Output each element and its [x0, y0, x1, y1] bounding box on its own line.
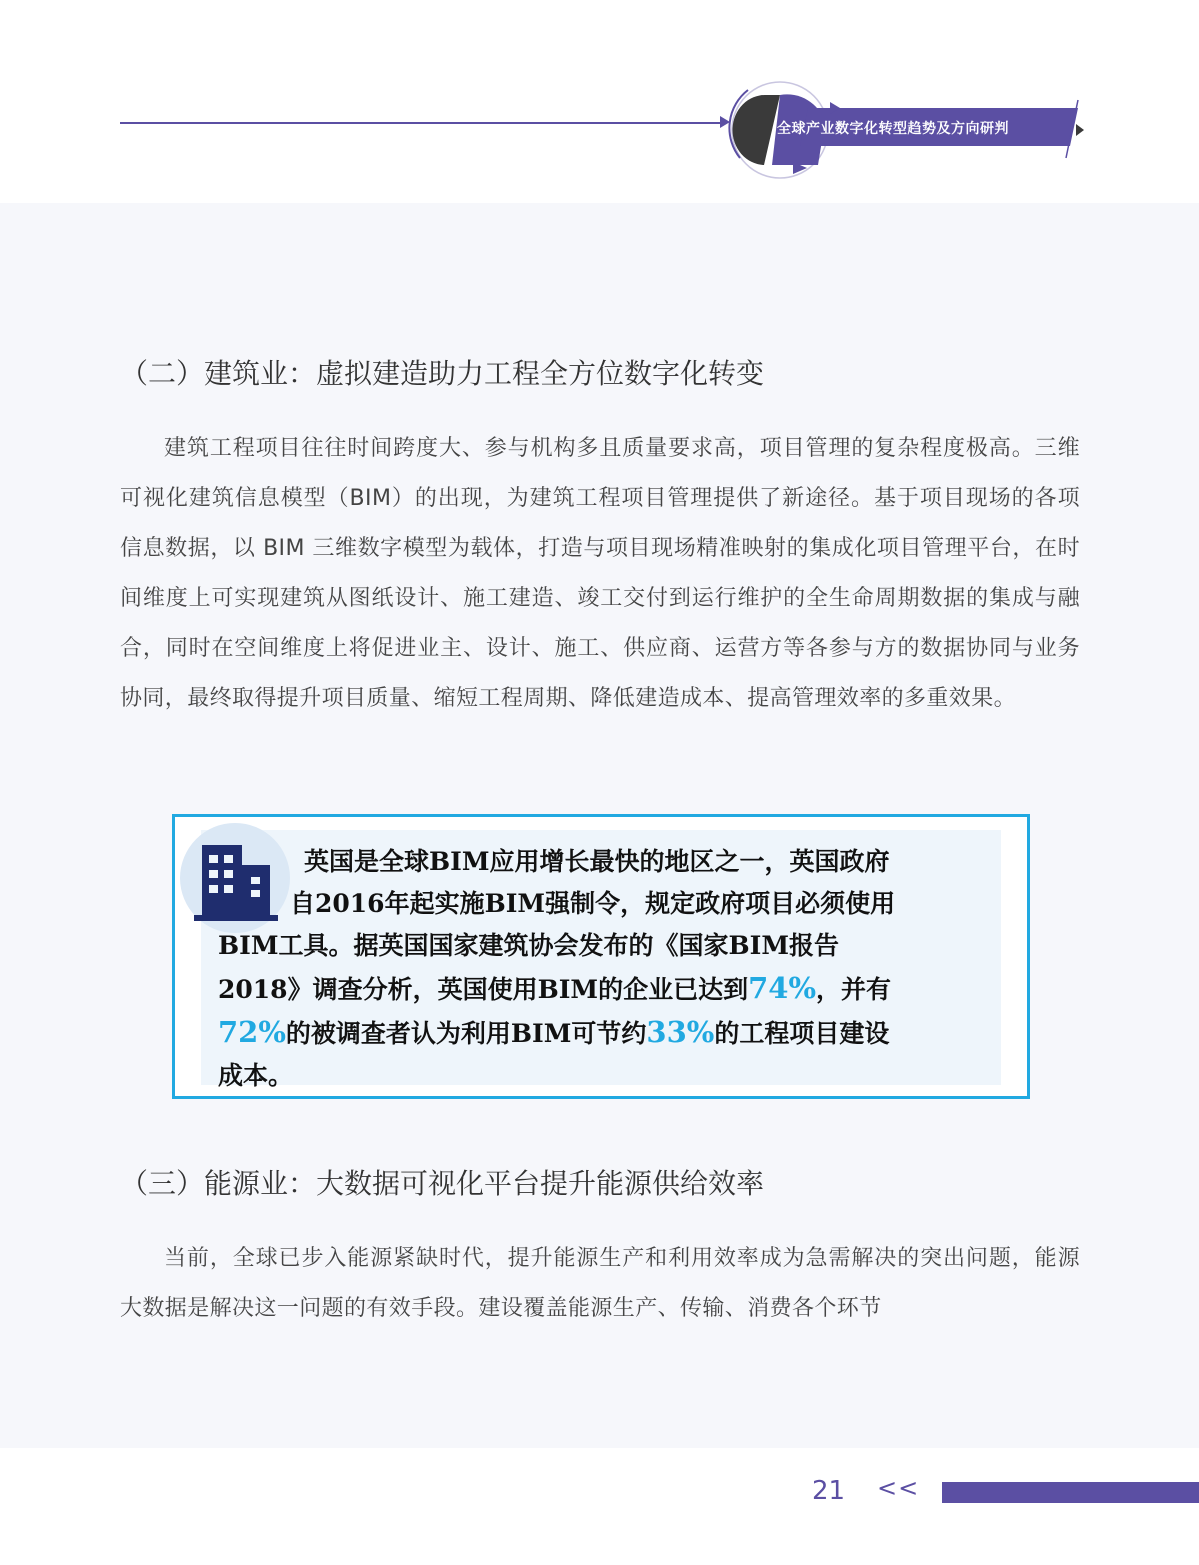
- page-number: 21: [812, 1476, 846, 1506]
- page-back-arrow[interactable]: <<: [877, 1474, 920, 1502]
- highlight-percent-33: 33%: [646, 1015, 715, 1049]
- header-title: 全球产业数字化转型趋势及方向研判: [777, 121, 1009, 137]
- callout-line-4b: ，并有: [816, 975, 892, 1004]
- section-heading-energy: （三）能源业：大数据可视化平台提升能源供给效率: [120, 1167, 765, 1200]
- section-heading-construction: （二）建筑业：虚拟建造助力工程全方位数字化转变: [120, 357, 765, 390]
- callout-line-6: 成本。: [218, 1061, 294, 1090]
- highlight-percent-74: 74%: [748, 971, 817, 1005]
- footer-bar: [942, 1482, 1199, 1503]
- paragraph-construction: 建筑工程项目往往时间跨度大、参与机构多且质量要求高，项目管理的复杂程度极高。三维可视化建筑信息模型（BIM）的出现，为建筑工程项目管理提供了新途径。基于项目现场的各项信息数据，以 BIM 三维数字模型为载体，打造与项目现场精准映射的集成化项目管理平台，在时间维度上可实现建筑从图纸设计、施工建造、竣工交付到运行维护的全生命周期数据的集成与融合，同时在空间维度上将促进业主、设计、施工、供应商、运营方等各参与方的数据协同与业务协同，最终取得提升项目质量、缩短工程周期、降低建造成本、提高管理效率的多重效果。: [120, 436, 1080, 711]
- header-rule: [120, 122, 720, 124]
- paragraph-energy: 当前，全球已步入能源紧缺时代，提升能源生产和利用效率成为急需解决的突出问题，能源大数据是解决这一问题的有效手段。建设覆盖能源生产、传输、消费各个环节: [120, 1246, 1080, 1321]
- callout-line-5b: 的工程项目建设: [714, 1019, 890, 1048]
- callout-line-1: 英国是全球BIM应用增长最快的地区之一，英国政府: [304, 847, 890, 876]
- callout-text: [218, 841, 991, 1097]
- callout-box: [172, 814, 1030, 1099]
- callout-line-4a: 2018》调查分析，英国使用BIM的企业已达到: [218, 975, 749, 1004]
- callout-line-3: BIM工具。据英国国家建筑协会发布的《国家BIM报告: [218, 931, 839, 960]
- callout-line-5a: 的被调查者认为利用BIM可节约: [285, 1019, 647, 1048]
- callout-line-2: 自2016年起实施BIM强制令，规定政府项目必须使用: [290, 889, 896, 918]
- highlight-percent-72: 72%: [218, 1015, 286, 1049]
